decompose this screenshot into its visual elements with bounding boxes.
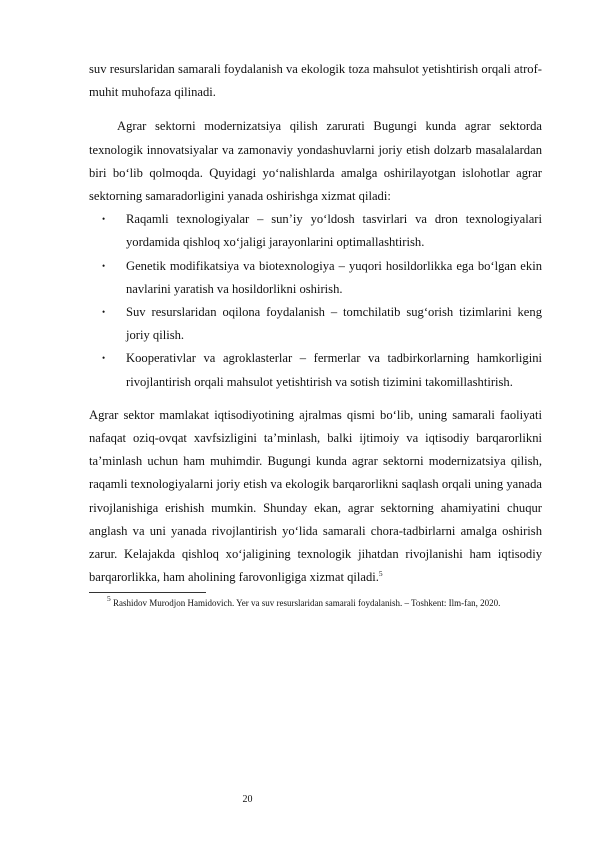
bullet-icon: •	[102, 214, 106, 225]
footnote	[89, 593, 542, 613]
page-number: 20	[242, 794, 253, 805]
bullet-icon: •	[102, 260, 106, 271]
list-item	[89, 347, 542, 393]
paragraph-conclusion-text: Agrar sektor mamlakat iqtisodiyotining ajralmas qismi bo‘lib, uning samarali faoliyati nafaqat oziq-ovqat xavfsizligini ta’minlash, balki ijtimoiy va iqtisodiy barqarorlikni ta’minlash uchun ham muhimdir. Bugungi kunda agrar sektorni modernizatsiya qilish, raqamli texnologiyalarni joriy etish va ekologik barqarorlikni saqlash orqali uning yanada rivojlanishiga erishish mumkin. Shunday ekan, agrar sektorning ahamiyatini chuqur anglash va uni yanada rivojlantirish yo‘lida samarali chora-tadbirlarni amalga oshirish zarur. Kelajakda qishloq xo‘jaligining texnologik jihatdan rivojlanishi ham iqtisodiy barqarorlikka, ham aholining farovonligiga xizmat qiladi.	[89, 407, 542, 585]
paragraph-continued: suv resurslaridan samarali foydalanish va ekologik toza mahsulot yetishtirish orqali atrof-muhit muhofaza qilinadi.	[89, 62, 542, 100]
page-content	[89, 58, 542, 613]
footnote-text: Rashidov Murodjon Hamidovich. Yer va suv resurslaridan samarali foydalanish. – Toshkent: Ilm-fan, 2020.	[113, 598, 501, 609]
list-item-text: Genetik modifikatsiya va biotexnologiya – yuqori hosildorlikka ega bo‘lgan ekin navlarini yaratish va hosildorlikni oshirish.	[126, 258, 542, 296]
list-item	[89, 208, 542, 254]
list-item-text: Kooperativlar va agroklasterlar – fermerlar va tadbirkorlarning hamkorligini rivojlantirish orqali mahsulot yetishtirish va sotish tizimini takomillashtirish.	[126, 351, 542, 389]
list-item	[89, 301, 542, 347]
bullet-icon: •	[102, 353, 106, 364]
list-item-text: Raqamli texnologiyalar – sun’iy yo‘ldosh tasvirlari va dron texnologiyalari yordamida qishloq xo‘jaligi jarayonlarini optimallashtirish.	[126, 212, 542, 250]
paragraph-conclusion	[89, 404, 542, 590]
bullet-list	[89, 208, 542, 394]
list-item	[89, 255, 542, 301]
bullet-icon: •	[102, 307, 106, 318]
paragraph-intro: Agrar sektorni modernizatsiya qilish zarurati Bugungi kunda agrar sektorda texnologik innovatsiyalar va zamonaviy yondashuvlarni joriy etish dolzarb masalalardan biri bo‘lib qolmoqda. Quyidagi yo‘nalishlarda amalga oshirilayotgan islohotlar agrar sektorning samaradorligini yanada oshirishga xizmat qiladi:	[89, 119, 542, 204]
footnote-reference[interactable]: 5	[378, 569, 383, 579]
list-item-text: Suv resurslaridan oqilona foydalanish – tomchilatib sug‘orish tizimlarini keng joriy qilish.	[126, 305, 542, 343]
footnote-marker: 5	[107, 594, 111, 604]
